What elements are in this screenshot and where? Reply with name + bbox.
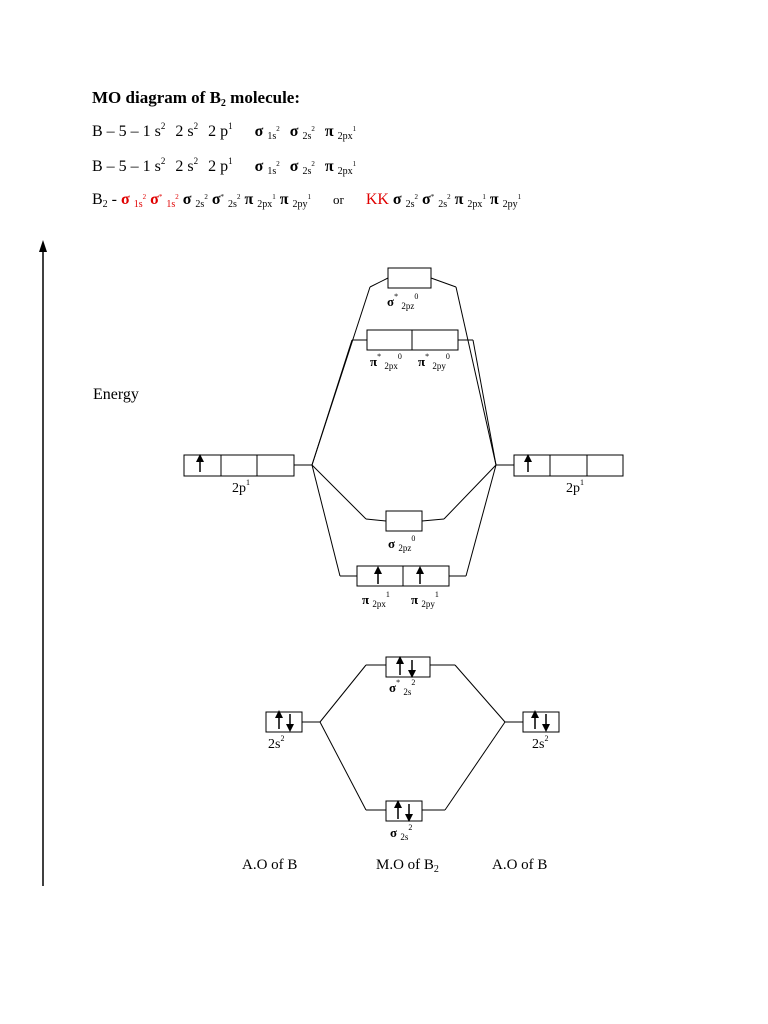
mo-sigma-star-2pz-label: σ* $_{2pz}^0$ (387, 292, 419, 311)
mo-pi-star-2py-label: π* $_{2py}^0$ (418, 352, 450, 371)
page-title: MO diagram of $B_2$ molecule: (92, 88, 301, 109)
energy-label: Energy (93, 386, 139, 403)
mo-pi-2py-label: π $_{2py}^1$ (411, 590, 439, 609)
mo-pi-star-2p-boxes (367, 330, 458, 350)
mo-sigma-star-2pz-box (388, 268, 431, 288)
left-2p-electron-up (196, 454, 204, 472)
mo-pi-2px-label: π $_{2px}^1$ (362, 590, 390, 609)
mo-sigma-2pz-box (386, 511, 422, 531)
mo-pi-star-2px-label: π* $_{2px}^0$ (370, 352, 402, 371)
left-2p-label: $2p^1$ (232, 478, 250, 496)
boron-config-line-1: B – 5 – 1 $s^2$ 2 $s^2$ 2 $p^1$ σ $_{1s}^2$ σ $_{2s}^2$ π $_{2px}^1$ (92, 121, 357, 142)
mo-pi-2py-electron-up (416, 566, 424, 584)
mo-sigma-2s-box (386, 801, 422, 821)
left-2s-label: $2s^2$ (268, 734, 285, 752)
left-2s-orbital (266, 712, 302, 732)
mo-sigma-2s-electrons (394, 800, 413, 822)
right-2s-electrons (531, 710, 550, 732)
right-2s-orbital (523, 712, 559, 732)
mo-pi-2px-electron-up (374, 566, 382, 584)
mo-label: M.O of $B_2$ (376, 857, 439, 875)
right-ao-label: A.O of B (492, 857, 548, 873)
mo-sigma-star-2s-electrons (396, 656, 416, 678)
energy-axis (39, 240, 47, 886)
right-2p-electron-up (524, 454, 532, 472)
mo-sigma-star-2s-label: σ* $_{2s}^2$ (389, 678, 416, 697)
right-2s-label: $2s^2$ (532, 734, 549, 752)
left-ao-label: A.O of B (242, 857, 298, 873)
mo-pi-2p-boxes (357, 566, 449, 586)
left-2s-electrons (275, 710, 294, 732)
mo-sigma-2pz-label: σ $_{2pz}^0$ (388, 534, 416, 553)
mo-sigma-star-2s-box (386, 657, 430, 677)
mo-sigma-2s-label: σ $_{2s}^2$ (390, 823, 413, 842)
right-2p-label: $2p^1$ (566, 478, 584, 496)
right-2p-orbitals (514, 455, 623, 476)
boron-config-line-2: B – 5 – 1 $s^2$ 2 $s^2$ 2 $p^1$ σ $_{1s}^2$ σ $_{2s}^2$ π $_{2px}^1$ (92, 156, 357, 177)
b2-config-line: $B_2$ - σ $_{1s}^2$ σ* $_{1s}^2$ σ $_{2s}^2$ σ* $_{2s}^2$ π $_{2px}^1$ π $_{2py}^1$ or KK σ $_{2s}^2$ σ* $_{2s}^2$ π $_{2px}^1$ π $_{2py}^1$ (92, 191, 522, 210)
